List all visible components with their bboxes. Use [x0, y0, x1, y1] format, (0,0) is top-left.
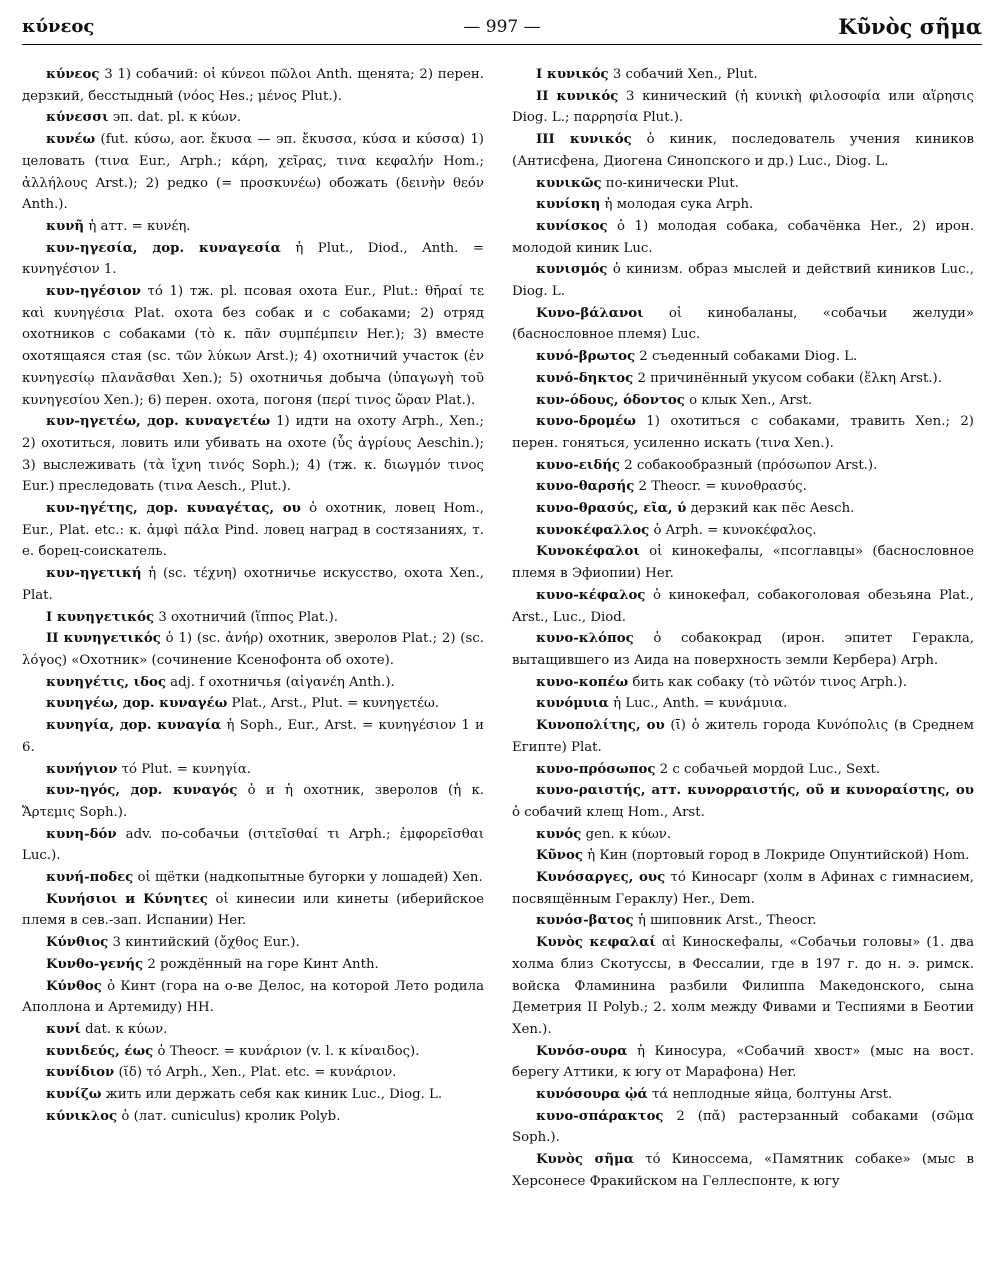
entry-headword: κυνηγέω, дор. κυναγέω [46, 696, 228, 712]
entry-definition: 2 рождённый на горе Кинт Anth. [143, 956, 379, 972]
entry-headword: II κυνικός [536, 88, 619, 104]
dictionary-entry [512, 1149, 974, 1192]
dictionary-entry [22, 107, 484, 129]
entry-headword: κυν-ηγετική [46, 566, 142, 582]
dictionary-entry [512, 715, 974, 758]
dictionary-entry [512, 867, 974, 910]
entry-headword: κυνῆ [46, 218, 85, 234]
dictionary-entry [512, 194, 974, 216]
entry-definition: ἡ (sc. τέχνη) охотничье искусство, охота Xen., Plat. [22, 566, 484, 603]
entry-definition: (ῑ) ὁ житель города Κυνόπολις (в Среднем Египте) Plat. [512, 718, 974, 755]
dictionary-entry [22, 238, 484, 281]
entry-headword: Κύνθιος [46, 935, 109, 951]
entry-definition: 1) идти на охоту Arph., Xen.; 2) охотиться, ловить или убивать на охоте (ὗς ἀγρίους Aeschin.); 3) выслеживать (τὰ ἴχνη τινός Soph.); 4) (тж. κ. διωγμόν τινος Eur.) преследовать (τινα Aesch., Plut.). [22, 414, 484, 495]
entry-definition: 1) охотиться с собаками, травить Xen.; 2) перен. гоняться, усиленно искать (τινα Xen.). [512, 414, 974, 451]
dictionary-entry [512, 259, 974, 302]
dictionary-entry [22, 411, 484, 498]
dictionary-entry [22, 607, 484, 629]
entry-headword: I κυνικός [536, 67, 609, 82]
entry-headword: κυν-ηγός, дор. κυναγός [46, 783, 238, 799]
entry-headword: κυν-όδους, όδοντος [536, 392, 685, 408]
page-header [22, 14, 982, 45]
dictionary-entry [512, 455, 974, 477]
entry-headword: κυνο-θαρσής [536, 479, 635, 495]
entry-definition: жить или держать себя как киник Luc., Diog. L. [101, 1087, 443, 1103]
entry-headword: III κυνικός [536, 132, 632, 148]
entry-definition: ὁ 1) молодая собака, собачёнка Her., 2) ирон. молодой киник Luc. [512, 218, 974, 256]
entry-headword: κυνόσ-βατος [536, 913, 634, 929]
entry-headword: κυνισμός [536, 262, 608, 278]
dictionary-entry [22, 628, 484, 671]
entry-definition: ὁ собакокрад (ирон. эпитет Геракла, вытащившего из Аида на поверхность земли Кербера) Arph. [512, 631, 974, 668]
entry-definition: τά неплодные яйца, болтуны Arst. [647, 1087, 893, 1103]
dictionary-entry [512, 390, 974, 412]
entry-definition: 3 кинтийский (ὄχθος Eur.). [108, 935, 300, 951]
entry-definition: ἡ Luc., Anth. = κυνάμυια. [608, 696, 788, 712]
entry-headword: κυνο-σπάρακτος [536, 1108, 664, 1124]
entry-definition: 2 причинённый укусом собаки (ἕλκη Arst.). [633, 370, 942, 386]
entry-headword: κυνηγία, дор. κυναγία [46, 718, 222, 734]
entry-definition: Plat., Arst., Plut. = κυνηγετέω. [227, 696, 440, 712]
dictionary-entry [512, 368, 974, 390]
entry-definition: ἡ Кин (портовый город в Локриде Опунтийской) Hom. [582, 848, 970, 864]
dictionary-entry [22, 1084, 484, 1106]
entry-headword: κυνο-κοπέω [536, 674, 629, 690]
entry-definition: τό Plut. = κυνηγία. [117, 761, 251, 777]
entry-definition: 3 собачий Xen., Plut. [608, 67, 758, 82]
dictionary-entry [22, 563, 484, 606]
dictionary-entry [512, 86, 974, 129]
entry-definition: ὁ кинокефал, собакоголовая обезьяна Plat., Arst., Luc., Diod. [512, 587, 974, 625]
dictionary-entry [22, 759, 484, 781]
dictionary-entry [22, 976, 484, 1019]
entry-headword: κυνιδεύς, έως [46, 1043, 154, 1059]
running-head-left: κύνεος [22, 16, 95, 37]
dictionary-entry [512, 672, 974, 694]
entry-headword: I κυνηγετικός [46, 609, 155, 625]
entry-headword: Κυνοπολίτης, ου [536, 718, 665, 734]
entry-headword: κυνίσκος [536, 218, 608, 234]
entry-headword: κυν-ηγέσιον [46, 284, 141, 300]
dictionary-entry [22, 129, 484, 216]
dictionary-entry [22, 672, 484, 694]
entry-definition: 2 съеденный собаками Diog. L. [635, 349, 858, 365]
dictionary-entry [22, 1106, 484, 1128]
dictionary-entry [22, 1019, 484, 1041]
entry-definition: οἱ щётки (надкопытные бугорки у лошадей) Xen. [133, 870, 483, 886]
entry-definition: τό 1) тж. pl. псовая охота Eur., Plut.: θῆραί τε καὶ κυνηγέσια Plat. охота без собак и с собаками; 2) отряд охотников с собаками (τὸ κ. πᾶν συμπέμπειν Her.); 3) вместе охотящаяся стая (sc. τῶν λύκων Arst.); 4) охотничий участок (ἐν κυνηγεσίῳ πλανᾶσθαι Xen.); 5) охотничья добыча (ὑπαγωγὴ τοῦ κυνηγεσίου Xen.); 6) перен. охота, погоня (περί τινος ὥραν Plat.). [22, 284, 484, 408]
right-column [512, 64, 974, 1193]
entry-headword: Κῦνος [536, 848, 583, 864]
entry-headword: κυνο-θρασύς, εῖα, ύ [536, 501, 687, 517]
entry-definition: οἱ кинокефалы, «псоглавцы» (баснословное племя в Эфиопии) Her. [512, 544, 974, 582]
entry-headword: κυν-ηγεσία, дор. κυναγεσία [46, 240, 281, 256]
entry-headword: κυνο-ειδής [536, 457, 620, 473]
entry-definition: adj. f охотничья (αἰγανέη Anth.). [165, 674, 395, 690]
entry-definition: ὁ (лат. cuniculus) кролик Polyb. [117, 1108, 341, 1124]
entry-definition: gen. к κύων. [581, 826, 672, 842]
entry-definition: ὁ Кинт (гора на о-ве Делос, на которой Лето родила Аполлона и Артемиду) HH. [22, 978, 484, 1016]
dictionary-entry [22, 780, 484, 823]
entry-headword: Κυνοκέφαλοι [536, 544, 640, 560]
dictionary-entry [512, 216, 974, 259]
entry-headword: κυνήγιον [46, 761, 118, 777]
dictionary-entry [512, 1106, 974, 1149]
left-column [22, 64, 484, 1127]
entry-headword: κυνί [46, 1021, 81, 1037]
entry-definition: 3 охотничий (ἵππος Plat.). [154, 609, 339, 625]
entry-definition: ὁ Arph. = κυνοκέφαλος. [649, 522, 817, 538]
entry-headword: κυνίδιον [46, 1065, 115, 1081]
dictionary-entry [512, 845, 974, 867]
dictionary-entry [512, 346, 974, 368]
entry-headword: κυνο-δρομέω [536, 414, 636, 430]
entry-headword: κυνηγέτις, ιδος [46, 674, 166, 690]
entry-definition: ὁ и ἡ охотник, зверолов (ἡ κ. Ἄρτεμις Soph.). [22, 783, 484, 820]
entry-headword: κυνίσκη [536, 197, 601, 213]
entry-definition: ὁ охотник, ловец Hom., Eur., Plat. etc.: κ. ἀμφὶ πάλα Pind. ловец наград в состязаниях, т. е. борец-соискатель. [22, 501, 484, 560]
entry-definition: ὁ собачий клещ Hom., Arst. [512, 804, 705, 820]
dictionary-entry [22, 954, 484, 976]
dictionary-entry [512, 520, 974, 542]
entry-headword: Κύνθος [46, 978, 102, 994]
dictionary-entry [512, 173, 974, 195]
dictionary-entry [512, 910, 974, 932]
entry-definition: οἱ кинобаланы, «собачьи желуди» (баснословное племя) Luc. [512, 305, 974, 343]
dictionary-entry [512, 585, 974, 628]
entry-headword: Κυνήσιοι и Κύνητες [46, 891, 208, 907]
dictionary-entry [512, 824, 974, 846]
entry-definition: 3 1) собачий: οἱ κύνεοι πῶλοι Anth. щенята; 2) перен. дерзкий, бесстыдный (νόος Hes.; μένος Plut.). [22, 67, 484, 104]
dictionary-entry [22, 216, 484, 238]
entry-headword: Κυνο-βάλανοι [536, 305, 644, 321]
entry-definition: дерзкий как пёс Aesch. [686, 501, 855, 517]
entry-headword: κυνός [536, 826, 582, 842]
entry-definition: dat. к κύων. [80, 1021, 168, 1037]
entry-definition: τό Киноссема, «Памятник собаке» (мыс в Херсонесе Фракийском на Геллеспонте, к югу [512, 1152, 975, 1189]
entry-definition: 3 кинический (ἡ κυνικὴ φιλοσοφία или αἵρησις Diog. L.; παρρησία Plut.). [512, 88, 974, 126]
entry-headword: κύνεος [46, 67, 100, 82]
entry-headword: κυνό-βρωτος [536, 349, 636, 365]
entry-headword: κύνεσσι [46, 110, 109, 126]
dictionary-entry [512, 129, 974, 172]
dictionary-entry [512, 1084, 974, 1106]
dictionary-entry [22, 824, 484, 867]
entry-headword: κυν-ηγέτης, дор. κυναγέτας, ου [46, 501, 301, 517]
entry-headword: κυνίζω [46, 1087, 102, 1103]
entry-definition: (ῐδ) τό Arph., Xen., Plat. etc. = κυνάριον. [114, 1065, 397, 1081]
dictionary-entry [22, 64, 484, 107]
entry-definition: 2 с собачьей мордой Luc., Sext. [655, 761, 881, 777]
entry-definition: οἱ кинесии или кинеты (иберийское племя в сев.-зап. Испании) Her. [22, 891, 484, 929]
entry-definition: ἡ шиповник Arst., Theocr. [633, 913, 817, 929]
entry-definition: по-кинически Plut. [601, 175, 739, 191]
dictionary-entry [512, 303, 974, 346]
dictionary-entry [512, 64, 974, 86]
entry-headword: κυνόμυια [536, 696, 609, 712]
entry-headword: κυνέω [46, 132, 96, 148]
dictionary-entry [22, 498, 484, 563]
dictionary-entry [512, 541, 974, 584]
entry-headword: Κυνὸς σῆμα [536, 1152, 634, 1168]
entry-headword: κυνη-δόν [46, 826, 117, 842]
entry-definition: ὁ 1) (sc. ἀνήρ) охотник, зверолов Plat.; 2) (sc. λόγος) «Охотник» (сочинение Ксенофонта об охоте). [22, 631, 484, 668]
entry-headword: κυνο-κέφαλος [536, 587, 646, 603]
entry-definition: ἡ Киносура, «Собачий хвост» (мыс на вост. берегу Аттики, к югу от Марафона) Her. [512, 1043, 974, 1081]
entry-headword: κυνο-ραιστής, атт. κυνορραιστής, οῦ и κυνοραίστης, ου [536, 783, 974, 799]
running-head-right: Κῦνὸς σῆμα [838, 14, 982, 39]
dictionary-entry [512, 628, 974, 671]
dictionary-entry [512, 476, 974, 498]
page-number: — 997 — [463, 17, 541, 37]
entry-headword: κύνικλος [46, 1108, 118, 1124]
entry-headword: Κυνὸς κεφαλαί [536, 935, 656, 951]
entry-definition: эп. dat. pl. к κύων. [108, 110, 242, 126]
entry-headword: κυνόσουρα ᾠά [536, 1087, 648, 1103]
dictionary-entry [22, 693, 484, 715]
entry-definition: ὁ Theocr. = κυνάριον (v. l. к κίναιδος). [153, 1043, 420, 1059]
dictionary-entry [512, 1041, 974, 1084]
entry-definition: 2 Theocr. = κυνοθρασύς. [634, 479, 807, 495]
entry-definition: τό Киносарг (холм в Афинах с гимнасием, посвящённым Гераклу) Her., Dem. [512, 870, 974, 907]
dictionary-entry [22, 867, 484, 889]
entry-definition: (fut. κύσω, aor. ἔκυσα — эп. ἔκυσσα, κύσα и κύσσα) 1) целовать (τινα Eur., Arph.; κάρη, χεῖρας, τινα κεφαλήν Hom.; ἀλλήλους Arst.); 2) редко (= προσκυνέω) обожать (δεινὴν θεόν Anth.). [22, 132, 484, 213]
entry-headword: κυνή-ποδες [46, 870, 134, 886]
entry-definition: ἡ Soph., Eur., Arst. = κυνηγέσιον 1 и 6. [22, 718, 484, 755]
dictionary-entry [512, 411, 974, 454]
entry-headword: II κυνηγετικός [46, 631, 161, 647]
entry-headword: κυνο-πρόσωπος [536, 761, 656, 777]
dictionary-entry [512, 759, 974, 781]
entry-definition: adv. по-собачьи (σιτεῖσθαί τι Arph.; ἐμφορεῖσθαι Luc.). [22, 826, 484, 864]
entry-definition: ἡ Plut., Diod., Anth. = κυνηγέσιον 1. [22, 240, 484, 278]
dictionary-entry [22, 1062, 484, 1084]
entry-definition: ὁ кинизм. образ мыслей и действий киников Luc., Diog. L. [512, 262, 974, 300]
entry-definition: 2 собакообразный (πρόσωπον Arst.). [619, 457, 878, 473]
entry-headword: κυνοκέφαλλος [536, 522, 650, 538]
dictionary-entry [512, 932, 974, 1041]
dictionary-entry [512, 780, 974, 823]
entry-definition: ὁ киник, последователь учения киников (Антисфена, Диогена Синопского и др.) Luc., Diog. L. [512, 132, 974, 169]
entry-headword: κυν-ηγετέω, дор. κυναγετέω [46, 414, 271, 430]
dictionary-entry [512, 693, 974, 715]
entry-definition: αἱ Киноскефалы, «Собачьи головы» (1. два холма близ Скотуссы, в Фессалии, где в 197 г. до н. э. римск. войска Фламинина разбили Филиппа Македонского, сына Деметрия II Polyb.; 2. холм между Фивами и Теспиями в Беотии Xen.). [512, 935, 975, 1037]
entry-headword: κυνο-κλόπος [536, 631, 634, 647]
entry-definition: ο клык Xen., Arst. [684, 392, 813, 408]
dictionary-entry [22, 932, 484, 954]
dictionary-entry [512, 498, 974, 520]
entry-definition: 2 (πᾰ) растерзанный собаками (σῶμα Soph.). [512, 1108, 974, 1146]
entry-headword: κυνό-δηκτος [536, 370, 634, 386]
entry-headword: κυνικῶς [536, 175, 602, 191]
entry-headword: Κυνόσαργες, ους [536, 870, 666, 886]
dictionary-entry [22, 889, 484, 932]
entry-headword: Κυνθο-γενής [46, 956, 144, 972]
entry-definition: ἡ атт. = κυνέη. [84, 218, 191, 234]
entry-definition: бить как собаку (τὸ νῶτόν τινος Arph.). [628, 674, 907, 690]
entry-definition: ἡ молодая сука Arph. [600, 197, 754, 213]
dictionary-entry [22, 1041, 484, 1063]
dictionary-entry [22, 715, 484, 758]
entry-headword: Κυνόσ-ουρα [536, 1043, 628, 1059]
dictionary-entry [22, 281, 484, 411]
